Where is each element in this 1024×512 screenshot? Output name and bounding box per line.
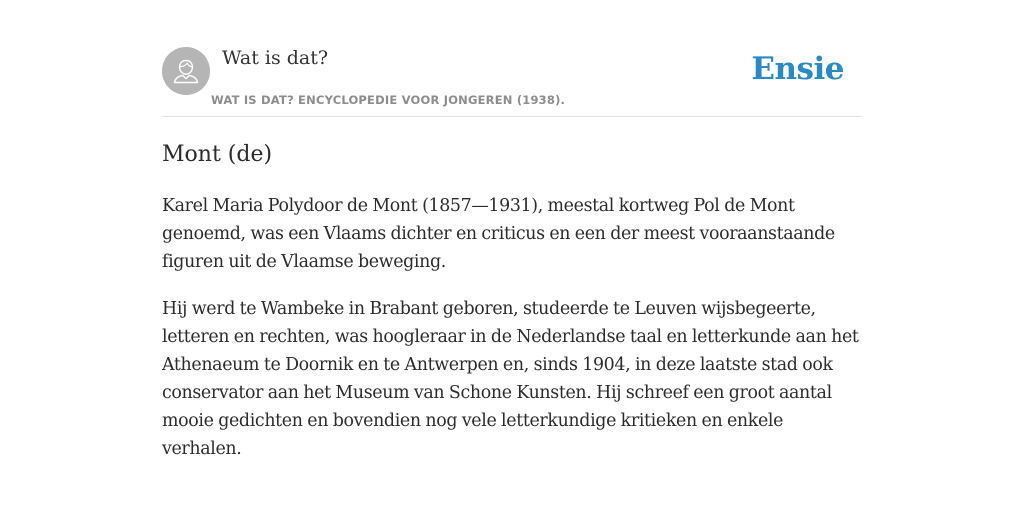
page-container	[162, 0, 862, 459]
article-paragraph: Karel Maria Polydoor de Mont (1857—1931), meestal kortweg Pol de Mont genoemd, was een Vlaams dichter en criticus en een der meest vooraanstaande figuren uit de Vlaamse beweging.	[162, 196, 835, 272]
source-header	[162, 0, 862, 117]
article-title: Mont (de)	[162, 142, 273, 167]
ensie-logo[interactable]: Ensie	[751, 51, 844, 87]
user-avatar-icon[interactable]	[162, 47, 210, 95]
source-name[interactable]: Wat is dat?	[222, 47, 329, 69]
article-body	[162, 192, 862, 482]
source-subtitle: WAT IS DAT? ENCYCLOPEDIE VOOR JONGEREN (1938).	[211, 93, 566, 107]
article-paragraph: Hij werd te Wambeke in Brabant geboren, studeerde te Leuven wijsbegeerte, letteren en rechten, was hoogleraar in de Nederlandse taal en letterkunde aan het Athenaeum te Doornik en te Antwerpen en, sinds 1904, in deze laatste stad ook conservator aan het Museum van Schone Kunsten. Hij schreef een groot aantal mooie gedichten en bovendien nog vele letterkundige kritieken en enkele verhalen.	[162, 299, 859, 459]
